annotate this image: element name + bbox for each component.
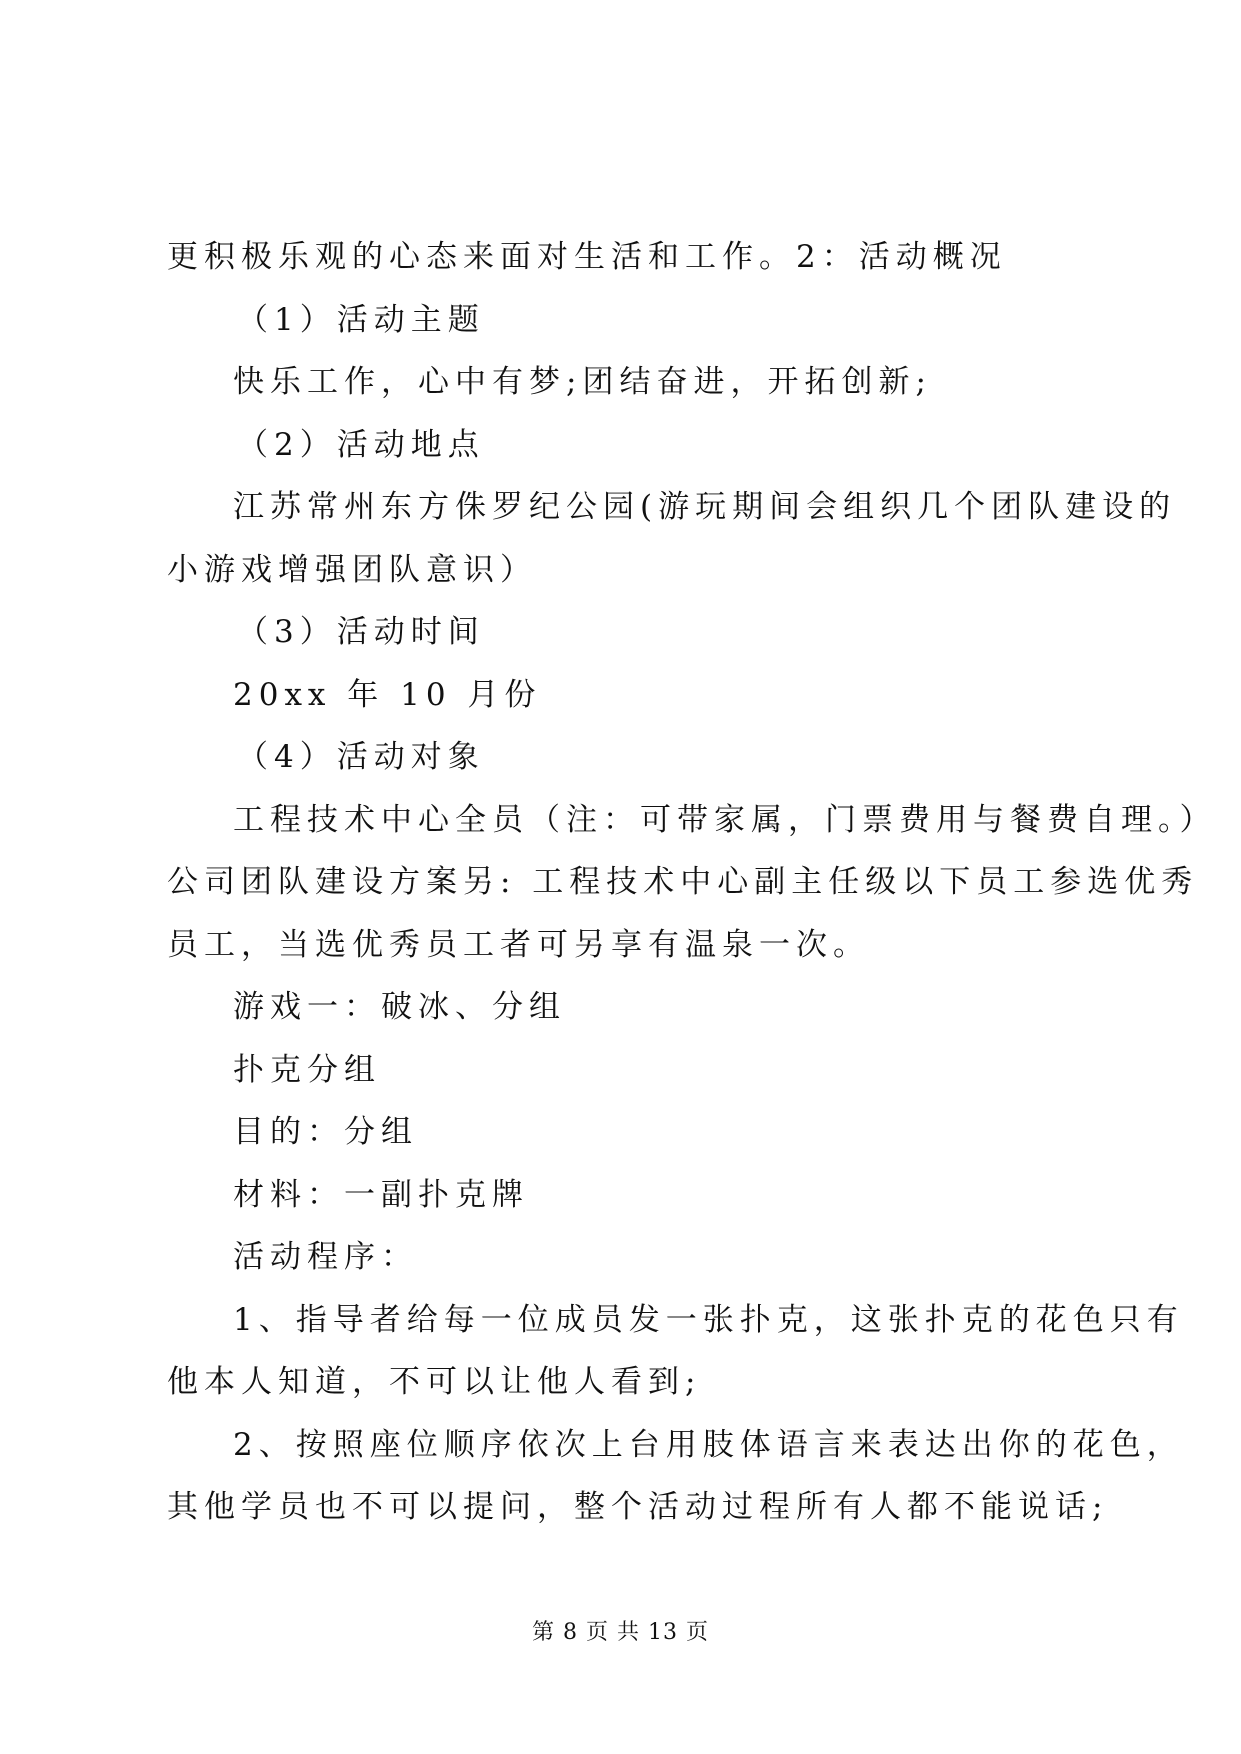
text-line: 公司团队建设方案另: 工程技术中心副主任级以下员工参选优秀 xyxy=(167,864,1199,900)
text-line: 快乐工作，心中有梦;团结奋进，开拓创新; xyxy=(233,364,932,400)
text-line: 20xx 年 10 月份 xyxy=(233,676,542,713)
list-item: 2、按照座位顺序依次上台用肢体语言来表达出你的花色， xyxy=(233,1426,1184,1463)
document-body xyxy=(167,226,1217,1539)
text-line: 他本人知道，不可以让他人看到; xyxy=(167,1364,702,1400)
section-heading-theme: （1）活动主题 xyxy=(237,301,485,338)
text-line: 扑克分组 xyxy=(233,1051,381,1088)
section-heading-location: （2）活动地点 xyxy=(237,426,485,463)
text-line: 江苏常州东方侏罗纪公园(游玩期间会组织几个团队建设的 xyxy=(233,489,1177,525)
text-line: 工程技术中心全员（注：可带家属，门票费用与餐费自理。） xyxy=(233,801,1217,838)
text-line: 材料：一副扑克牌 xyxy=(233,1176,529,1213)
list-item: 1、指导者给每一位成员发一张扑克，这张扑克的花色只有 xyxy=(233,1301,1184,1338)
text-line: 小游戏增强团队意识） xyxy=(167,551,537,588)
text-line: 活动程序： xyxy=(233,1239,418,1275)
section-heading-audience: （4）活动对象 xyxy=(237,739,485,775)
game-heading: 游戏一：破冰、分组 xyxy=(233,989,566,1025)
page-number-footer: 第 8 页 共 13 页 xyxy=(532,1620,709,1645)
text-line: 其他学员也不可以提问，整个活动过程所有人都不能说话; xyxy=(167,1489,1109,1525)
text-line: 目的：分组 xyxy=(233,1114,418,1150)
text-line: 更积极乐观的心态来面对生活和工作。2：活动概况 xyxy=(167,239,1007,275)
text-line: 员工，当选优秀员工者可另享有温泉一次。 xyxy=(167,926,870,963)
section-heading-time: （3）活动时间 xyxy=(237,614,485,650)
